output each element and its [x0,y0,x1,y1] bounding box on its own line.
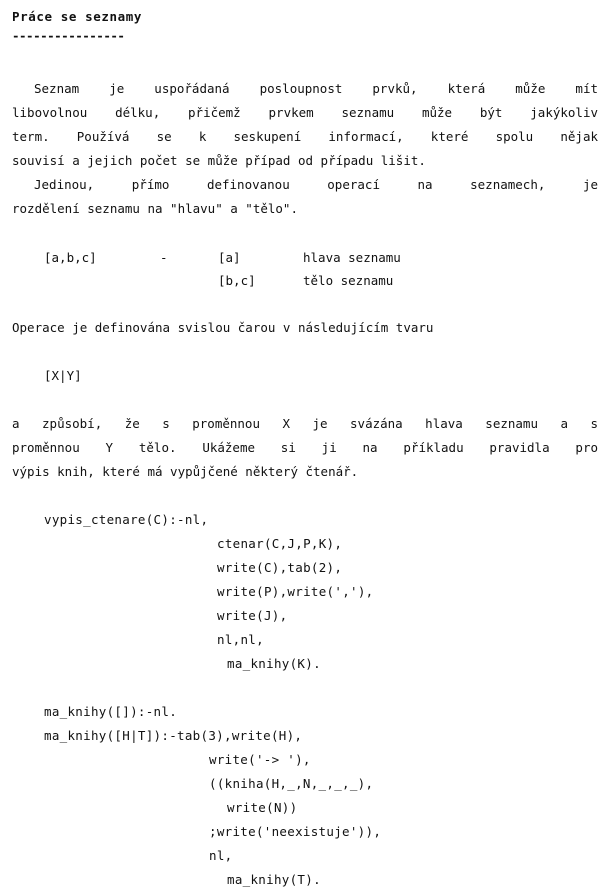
paragraph-line: výpis knih, které má vypůjčené některý čtenář. [12,464,359,479]
example-dash: - [160,250,168,265]
example-tail-label: tělo seznamu [303,273,394,288]
pattern-expression: [X|Y] [44,368,82,383]
code-line: write(C),tab(2), [217,560,343,575]
paragraph-line: Jedinou, přímo definovanou operací na seznamech, je [34,177,598,192]
code-line: nl, [209,848,233,863]
paragraph-line: souvisí a jejich počet se může případ od případu lišit. [12,153,426,168]
paragraph-line: libovolnou délku, přičemž prvkem seznamu může být jakýkoliv [12,105,598,120]
section-title: Práce se seznamy [12,9,143,24]
code-line: vypis_ctenare(C):-nl, [44,512,209,527]
example-head-label: hlava seznamu [303,250,401,265]
title-underline: ---------------- [12,28,125,43]
code-line: ;write('neexistuje')), [209,824,382,839]
paragraph-line: term. Používá se k seskupení informací, které spolu nějak [12,129,598,144]
code-line: ma_knihy(K). [227,656,321,671]
example-list: [a,b,c] [44,250,97,265]
code-line: ((kniha(H,_,N,_,_,_), [209,776,374,791]
paragraph-line: proměnnou Y tělo. Ukážeme si ji na příkladu pravidla pro [12,440,598,455]
code-line: ma_knihy(T). [227,872,321,887]
example-tail-value: [b,c] [218,273,256,288]
paragraph-line: Operace je definována svislou čarou v následujícím tvaru [12,320,434,335]
code-line: ma_knihy([H|T]):-tab(3),write(H), [44,728,303,743]
code-line: write('-> '), [209,752,311,767]
paragraph-line: Seznam je uspořádaná posloupnost prvků, která může mít [34,81,598,96]
code-line: write(P),write(','), [217,584,374,599]
code-line: ma_knihy([]):-nl. [44,704,178,719]
paragraph-line: a způsobí, že s proměnnou X je svázána hlava seznamu a s [12,416,598,431]
example-head-value: [a] [218,250,241,265]
code-line: write(J), [217,608,288,623]
code-line: write(N)) [227,800,298,815]
code-line: nl,nl, [217,632,264,647]
code-line: ctenar(C,J,P,K), [217,536,343,551]
paragraph-line: rozdělení seznamu na "hlavu" a "tělo". [12,201,298,216]
